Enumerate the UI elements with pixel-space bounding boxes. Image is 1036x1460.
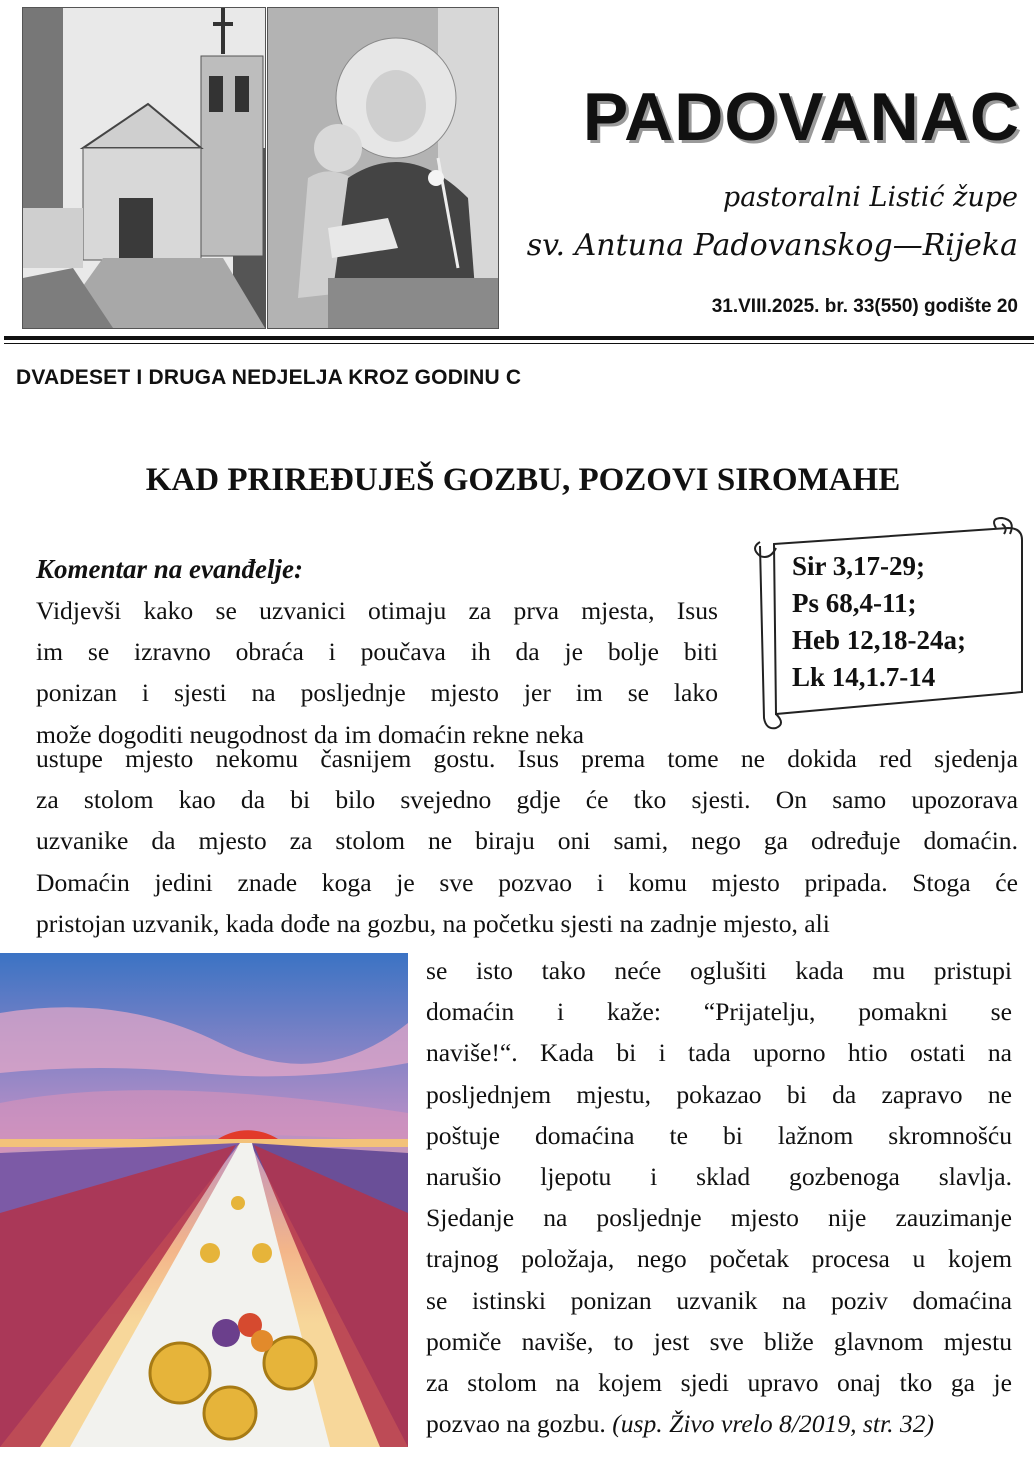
text-line: za stolom na kojem sjedi upravo onaj tko ga je: [426, 1368, 1012, 1398]
commentary-heading: Komentar na evanđelje:: [36, 554, 303, 584]
text-line: se isto tako neće oglušiti kada mu pristupi: [426, 956, 1012, 985]
parish-name: sv. Antuna Padovanskog—Rijeka: [526, 228, 1018, 263]
saint-anthony-photo: [267, 7, 499, 329]
article-headline: KAD PRIREĐUJEŠ GOZBU, POZOVI SIROMAHE: [145, 462, 901, 498]
text-line: narušio ljepotu i sklad gozbenoga slavlja.: [426, 1162, 1012, 1192]
commentary-paragraph-right: [426, 950, 1012, 1444]
reading-item: Heb 12,18-24a;: [792, 625, 966, 655]
church-photo: [22, 7, 266, 329]
issue-info: 31.VIII.2025. br. 33(550) godište 20: [711, 296, 1018, 317]
text-line: ponizan i sjesti na posljednje mjesto jer im se lako: [36, 678, 718, 708]
commentary-paragraph-top: [36, 590, 718, 755]
reading-item: Lk 14,1.7-14: [792, 662, 936, 692]
text-line: posljednjem mjestu, pokazao bi da zapravo ne: [426, 1079, 1012, 1109]
reading-item: Ps 68,4-11;: [792, 588, 917, 618]
text-line: naviše!“. Kada bi i tada uporno htio ostati na: [426, 1038, 1012, 1068]
text-line: pomiče naviše, to jest sve bliže glavnom mjestu: [426, 1326, 1012, 1356]
sunday-title: DVADESET I DRUGA NEDJELJA KROZ GODINU C: [16, 366, 522, 389]
text-line: Sjedanje na posljednje mjesto nije zauzimanje: [426, 1203, 1012, 1233]
text-line: Domaćin jedini znade koga je sve pozvao i komu mjesto pripada. Stoga će: [36, 867, 1018, 897]
header-divider-thin: [4, 343, 1034, 344]
reading-item: Sir 3,17-29;: [792, 551, 925, 581]
text-last-words: pozvao na gozbu.: [426, 1409, 606, 1439]
text-line: Vidjevši kako se uzvanici otimaju za prva mjesta, Isus: [36, 596, 718, 625]
citation: (usp. Živo vrelo 8/2019, str. 32): [612, 1409, 935, 1439]
text-line: pristojan uzvanik, kada dođe na gozbu, na početku sjesti na zadnje mjesto, ali: [36, 908, 830, 938]
masthead-title: PADOVANAC: [582, 79, 1020, 155]
text-line: može dogoditi neugodnost da im domaćin rekne neka: [36, 719, 584, 749]
commentary-paragraph-middle: [36, 738, 1018, 944]
text-line: poštuje domaćina te bi lažnom skromnošću: [426, 1120, 1012, 1150]
readings-scroll: [746, 514, 1026, 734]
masthead-subtitle: pastoralni Listić župe: [722, 182, 1018, 213]
text-line: se istinski ponizan uzvanik na poziv domaćina: [426, 1285, 1012, 1315]
banquet-illustration: [0, 953, 408, 1447]
text-line: im se izravno obraća i poučava ih da je bolje biti: [36, 637, 718, 667]
header-divider: [4, 336, 1034, 340]
text-line: ustupe mjesto nekomu časnijem gostu. Isus prema tome ne dokida red sjedenja: [36, 744, 1018, 773]
text-line: domaćin i kaže: “Prijatelju, pomakni se: [426, 997, 1012, 1027]
text-line-last: [426, 1403, 1012, 1444]
text-line: za stolom kao da bi bilo svejedno gdje će tko sjesti. On samo upozorava: [36, 785, 1018, 815]
readings-list: [792, 548, 966, 696]
text-line: trajnog položaja, nego početak procesa u kojem: [426, 1244, 1012, 1274]
text-line: uzvanike da mjesto za stolom ne biraju oni sami, nego ga određuje domaćin.: [36, 826, 1018, 856]
